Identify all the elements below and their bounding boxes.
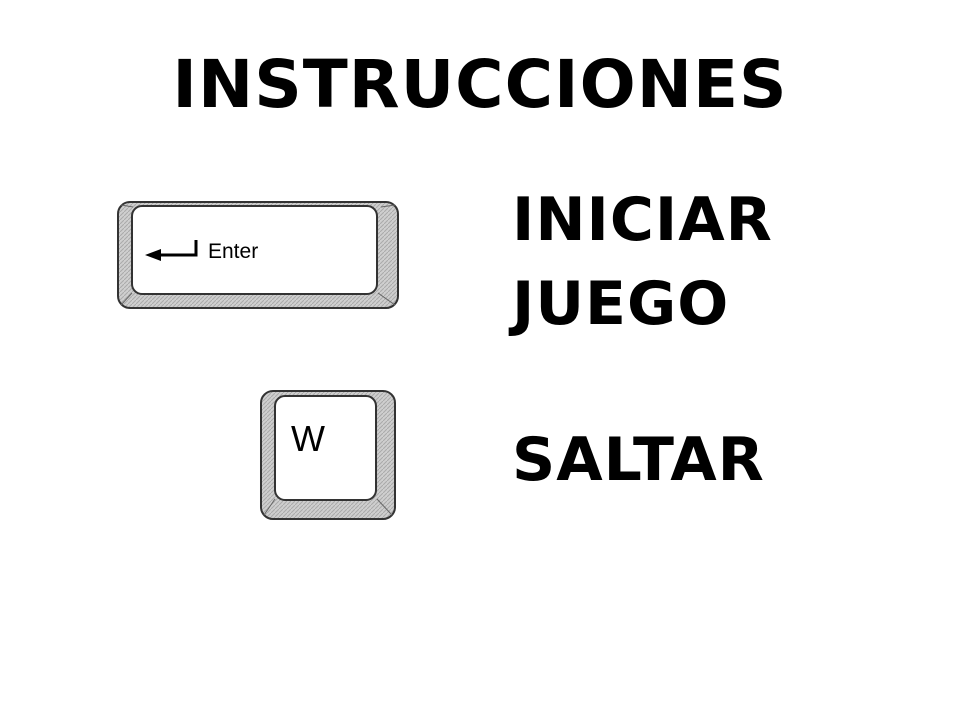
w-key (259, 389, 399, 523)
w-key-label: W (291, 418, 325, 459)
enter-key-label: Enter (208, 240, 259, 263)
w-key-graphic (259, 389, 399, 523)
enter-key-graphic (116, 200, 400, 312)
jump-label: SALTAR (512, 425, 765, 495)
start-game-label: INICIAR JUEGO (512, 185, 773, 339)
instructions-title: INSTRUCCIONES (172, 46, 788, 123)
enter-key (116, 200, 400, 312)
